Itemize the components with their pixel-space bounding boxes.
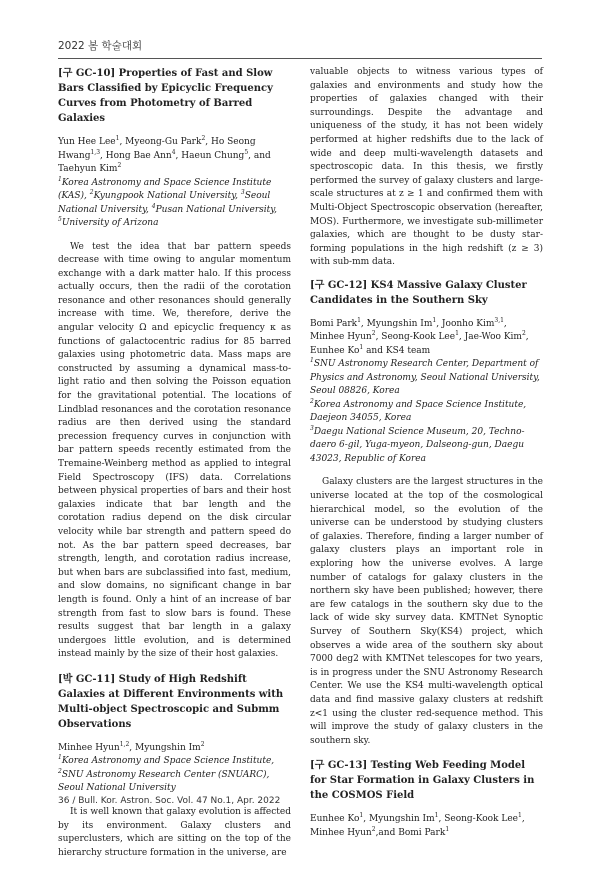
gc13-author: Myungshin Im bbox=[368, 814, 435, 825]
gc12-author: Joonho Kim bbox=[441, 318, 495, 329]
gc12-affiliations: $^1$SNU Astronomy Research Center, Department of Physics and Astronomy, Seoul National University, Seoul 08826, Korea $^2$Korea Astronomy and Space Science Institute, Daejeon 34055, Korea $^3$Daegu National Science Museum, 20, Techno-daero 6-gil, Yuga-myeon, Dalseong-gun, Daegu 43023, Republic of Korea bbox=[310, 357, 540, 464]
gc12-author: Bomi Park bbox=[310, 318, 358, 329]
gc12-author: Jae-Woo Kim bbox=[464, 332, 522, 343]
gc10-affiliations: $^1$Korea Astronomy and Space Science Institute (KAS), $^2$Kyungpook National University, $^3$Seoul National University, $^4$Pusan National University, $^5$University of Arizona bbox=[58, 175, 277, 228]
abstract-gc10 bbox=[58, 66, 291, 662]
gc10-author: Myeong-Gu Park bbox=[125, 137, 202, 147]
gc10-author: Taehyun Kim bbox=[58, 164, 118, 174]
gc12-title: [구 GC-12] KS4 Massive Galaxy Cluster Candidates in the Southern Sky bbox=[310, 279, 527, 306]
right-column bbox=[310, 66, 543, 850]
gc12-abstract: Galaxy clusters are the largest structures in the universe located at the top of the cosmological hierarchical model, so the evolution of the universe can be understood by studying clusters of galaxies. Therefore, finding a larger number of galaxy clusters plays an important role in exploring how the universe evolves. A large number of catalogs for galaxy clusters in the northern sky have been published; however, there are few catalogs in the southern sky due to the lack of wide sky survey data. KMTNet Synoptic Survey of Southern Sky(KS4) project, which observes a wide area of the southern sky about 7000 deg2 with KMTNet telescopes for two years, is in progress under the SNU Astronomy Research Center. We use the KS4 multi-wavelength optical data and find massive galaxy clusters at redshift z<1 using the cluster red-sequence method. This will improve the study of galaxy clusters in the southern sky. bbox=[310, 477, 543, 746]
gc13-title: [구 GC-13] Testing Web Feeding Model for Star Formation in Galaxy Clusters in the COSMOS Field bbox=[310, 760, 535, 802]
gc10-author: Yun Hee Lee bbox=[58, 137, 116, 147]
left-column bbox=[58, 66, 291, 870]
gc10-author: Hong Bae Ann bbox=[105, 150, 172, 161]
gc11-title: [박 GC-11] Study of High Redshift Galaxies at Different Environments with Multi-object Spectroscopic and Submm Observations bbox=[58, 673, 284, 730]
gc12-authors: Bomi Park$^1$, Myungshin Im$^1$, Joonho Kim$^{3,1}$, Minhee Hyun$^2$, Seong-Kook Lee$^1$, Jae-Woo Kim$^2$, Eunhee Ko$^1$ and KS4 team bbox=[310, 316, 529, 356]
gc11-abstract-part2: valuable objects to witness various types of galaxies and environments and study how the properties of galaxies changed with their surroundings. Despite the advantage and uniqueness of the study, it has not been widely performed at higher redshifts due to the lack of wide and deep multi-wavelength datasets and spectroscopic data. In this thesis, we firstly performed the survey of galaxy clusters and large-scale structures at z ≥ 1 and confirmed them with Multi-Object Spectroscopic observation (hereafter, MOS). Furthermore, we investigate sub-millimeter galaxies, which are thought to be dusty star-forming populations in the high redshift (z ≥ 3) with sub-mm data. bbox=[310, 67, 543, 268]
gc13-authors: Eunhee Ko$^1$, Myungshin Im$^1$, Seong-Kook Lee$^1$, Minhee Hyun$^2$,and Bomi Park$^1$ bbox=[310, 812, 525, 838]
gc11-abstract-part1: It is well known that galaxy evolution is affected by its environment. Galaxy clusters and superclusters, which are sitting on the top of the hierarchy structure formation in the universe, are bbox=[58, 806, 291, 858]
abstract-gc12 bbox=[310, 278, 543, 748]
gc13-author: Minhee Hyun bbox=[310, 827, 372, 838]
gc11-author: Minhee Hyun bbox=[58, 742, 120, 753]
gc13-author: Seong-Kook Lee bbox=[444, 814, 518, 825]
gc13-author: Eunhee Ko bbox=[310, 814, 360, 825]
abstract-gc11 bbox=[58, 672, 291, 860]
gc11-author: Myungshin Im bbox=[135, 742, 201, 753]
gc10-abstract: We test the idea that bar pattern speeds decrease with time owing to angular momentum exchange with a dark matter halo. If this process actually occurs, then the radii of the corotation resonance and other resonances should generally increase with time. We, therefore, derive the angular velocity Ω and epicyclic frequency κ as functions of galactocentric radius for 85 barred galaxies using photometric data. Mass maps are constructed by assuming a dynamical mass-to-light ratio and then solving the Poisson equation for the gravitational potential. The locations of Lindblad resonances and the corotation resonance radius are then derived using the standard precession frequency curves in conjunction with bar pattern speeds recently estimated from the Tremaine-Weinberg method as applied to integral Field Spectroscopy (IFS) data. Correlations between physical properties of bars and their host galaxies indicate that bar length and the corotation radius depend on the disk circular velocity while bar strength and pattern speed do not. As the bar pattern speed decreases, bar strength, length, and corotation radius increase, but when bars are subclassified into fast, medium, and slow domains, no significant change in bar length is found. Only a hint of an increase of bar strength from fast to slow bars is found. These results suggest that bar length in a galaxy undergoes little evolution, and is determined instead mainly by the size of their host galaxies. bbox=[58, 241, 291, 660]
gc12-author: Minhee Hyun bbox=[310, 332, 372, 343]
gc10-title: [구 GC-10] Properties of Fast and Slow Bars Classified by Epicyclic Frequency Curves from Photometry of Barred Galaxies bbox=[58, 68, 273, 124]
abstract-gc13 bbox=[310, 758, 543, 840]
header-divider bbox=[58, 58, 542, 59]
gc10-authors: Yun Hee Lee$^1$, Myeong-Gu Park$^2$, Ho Seong Hwang$^{1,3}$, Hong Bae Ann$^4$, Haeun Chung$^5$, and Taehyun Kim$^2$ bbox=[58, 135, 271, 174]
gc13-author: Bomi Park bbox=[398, 827, 446, 838]
gc10-author: Ho Seong Hwang bbox=[58, 137, 256, 161]
gc12-author: Myungshin Im bbox=[366, 318, 433, 329]
gc10-author: Haeun Chung bbox=[181, 150, 245, 161]
gc11-authors: Minhee Hyun$^{1,2}$, Myungshin Im$^2$ bbox=[58, 740, 205, 753]
running-header: 2022 봄 학술대회 bbox=[58, 40, 143, 52]
gc12-author: Seong-Kook Lee bbox=[381, 332, 456, 343]
gc11-affiliations: $^1$Korea Astronomy and Space Science Institute, $^2$SNU Astronomy Research Center (SNUARC), Seoul National University bbox=[58, 754, 275, 794]
gc12-author: Eunhee Ko bbox=[310, 345, 360, 356]
page-footer: 36 / Bull. Kor. Astron. Soc. Vol. 47 No.1, Apr. 2022 bbox=[58, 796, 281, 806]
